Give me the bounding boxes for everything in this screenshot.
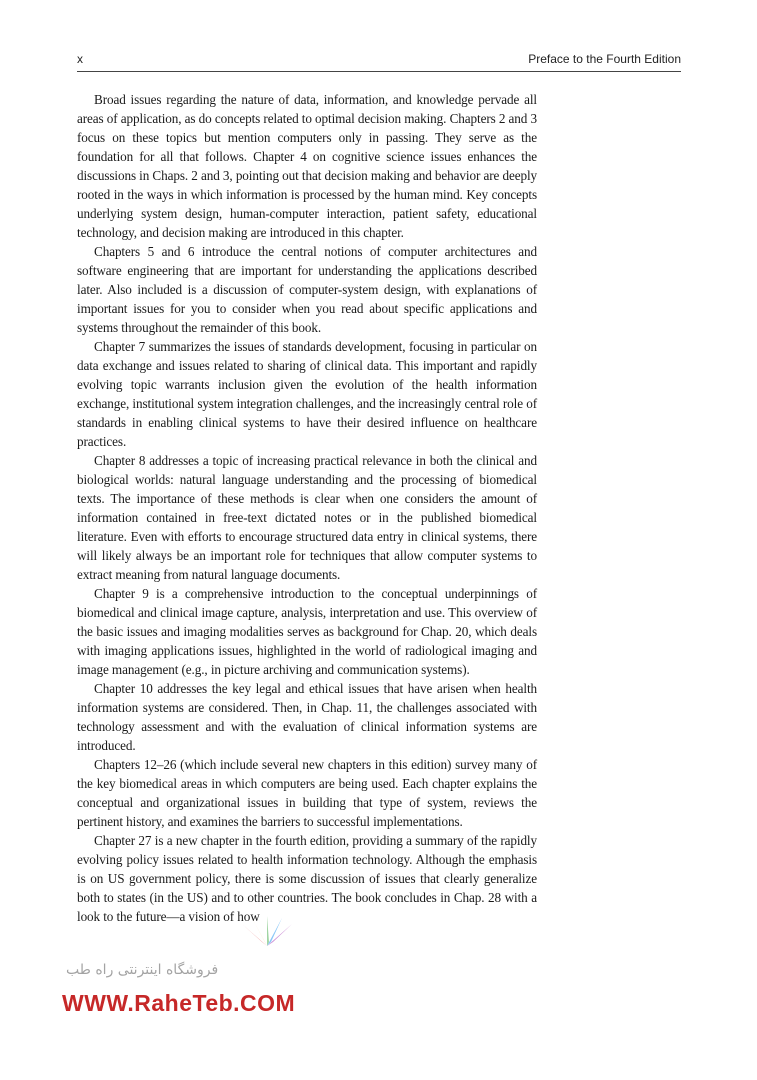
paragraph: Chapter 8 addresses a topic of increasing practical relevance in both the clinical and biological worlds: natural language understanding and the processing of biomedical texts. The importance of these methods is clear when one considers the amount of information contained in free-text dictated notes or in the published biomedical literature. Even with efforts to encourage structured data entry in clinical systems, there will likely always be an important role for techniques that allow computer systems to extract meaning from natural language documents. <box>77 453 537 582</box>
watermark-tagline: فروشگاه اینترنتی راه طب <box>66 962 219 978</box>
running-title: Preface to the Fourth Edition <box>528 52 681 66</box>
paragraph: Chapter 9 is a comprehensive introduction to the conceptual underpinnings of biomedical and clinical image capture, analysis, interpretation and use. This overview of the basic issues and imaging modalities serves as background for Chap. 20, which deals with imaging applications issues, highlighted in the world of radiological imaging and image management (e.g., in picture archiving and communication systems). <box>77 586 537 677</box>
paragraph: Broad issues regarding the nature of data, information, and knowledge pervade all areas of application, as do concepts related to optimal decision making. Chapters 2 and 3 focus on these topics but mention computers only in passing. They serve as the foundation for all that follows. Chapter 4 on cognitive science issues enhances the discussions in Chaps. 2 and 3, pointing out that decision making and behavior are deeply rooted in the ways in which information is processed by the human mind. Key concepts underlying system design, human-computer interaction, patient safety, educational technology, and decision making are introduced in this chapter. <box>77 92 538 240</box>
body-text <box>77 90 537 926</box>
watermark-logo-icon <box>232 916 302 950</box>
header-rule <box>77 71 681 72</box>
watermark-site: WWW.RaheTeb.COM <box>62 990 296 1016</box>
paragraph: Chapter 7 summarizes the issues of standards development, focusing in particular on data exchange and issues related to sharing of clinical data. This important and rapidly evolving topic warrants inclusion given the evolution of the health information exchange, institutional system integration challenges, and the increasingly central role of standards in enabling clinical systems to have their desired influence on healthcare practices. <box>77 339 537 449</box>
page-number: x <box>77 52 83 66</box>
paragraph: Chapter 10 addresses the key legal and ethical issues that have arisen when health information systems are considered. Then, in Chap. 11, the challenges associated with technology assessment and with the evaluation of clinical information systems are introduced. <box>77 681 537 753</box>
paragraph: Chapter 27 is a new chapter in the fourth edition, providing a summary of the rapidly evolving policy issues related to health information technology. Although the emphasis is on US government policy, there is some discussion of issues that clearly generalize both to states (in the US) and to other countries. The book concludes in Chap. 28 with a look to the future—a vision of how <box>77 833 537 924</box>
paragraph: Chapters 5 and 6 introduce the central notions of computer architectures and software engineering that are important for understanding the applications described later. Also included is a discussion of computer-system design, with explanations of important issues for you to consider when you read about specific applications and systems throughout the remainder of this book. <box>77 244 537 335</box>
paragraph: Chapters 12–26 (which include several new chapters in this edition) survey many of the key biomedical areas in which computers are being used. Each chapter explains the conceptual and organizational issues in building that type of system, reviews the pertinent history, and examines the barriers to successful implementations. <box>77 757 537 829</box>
